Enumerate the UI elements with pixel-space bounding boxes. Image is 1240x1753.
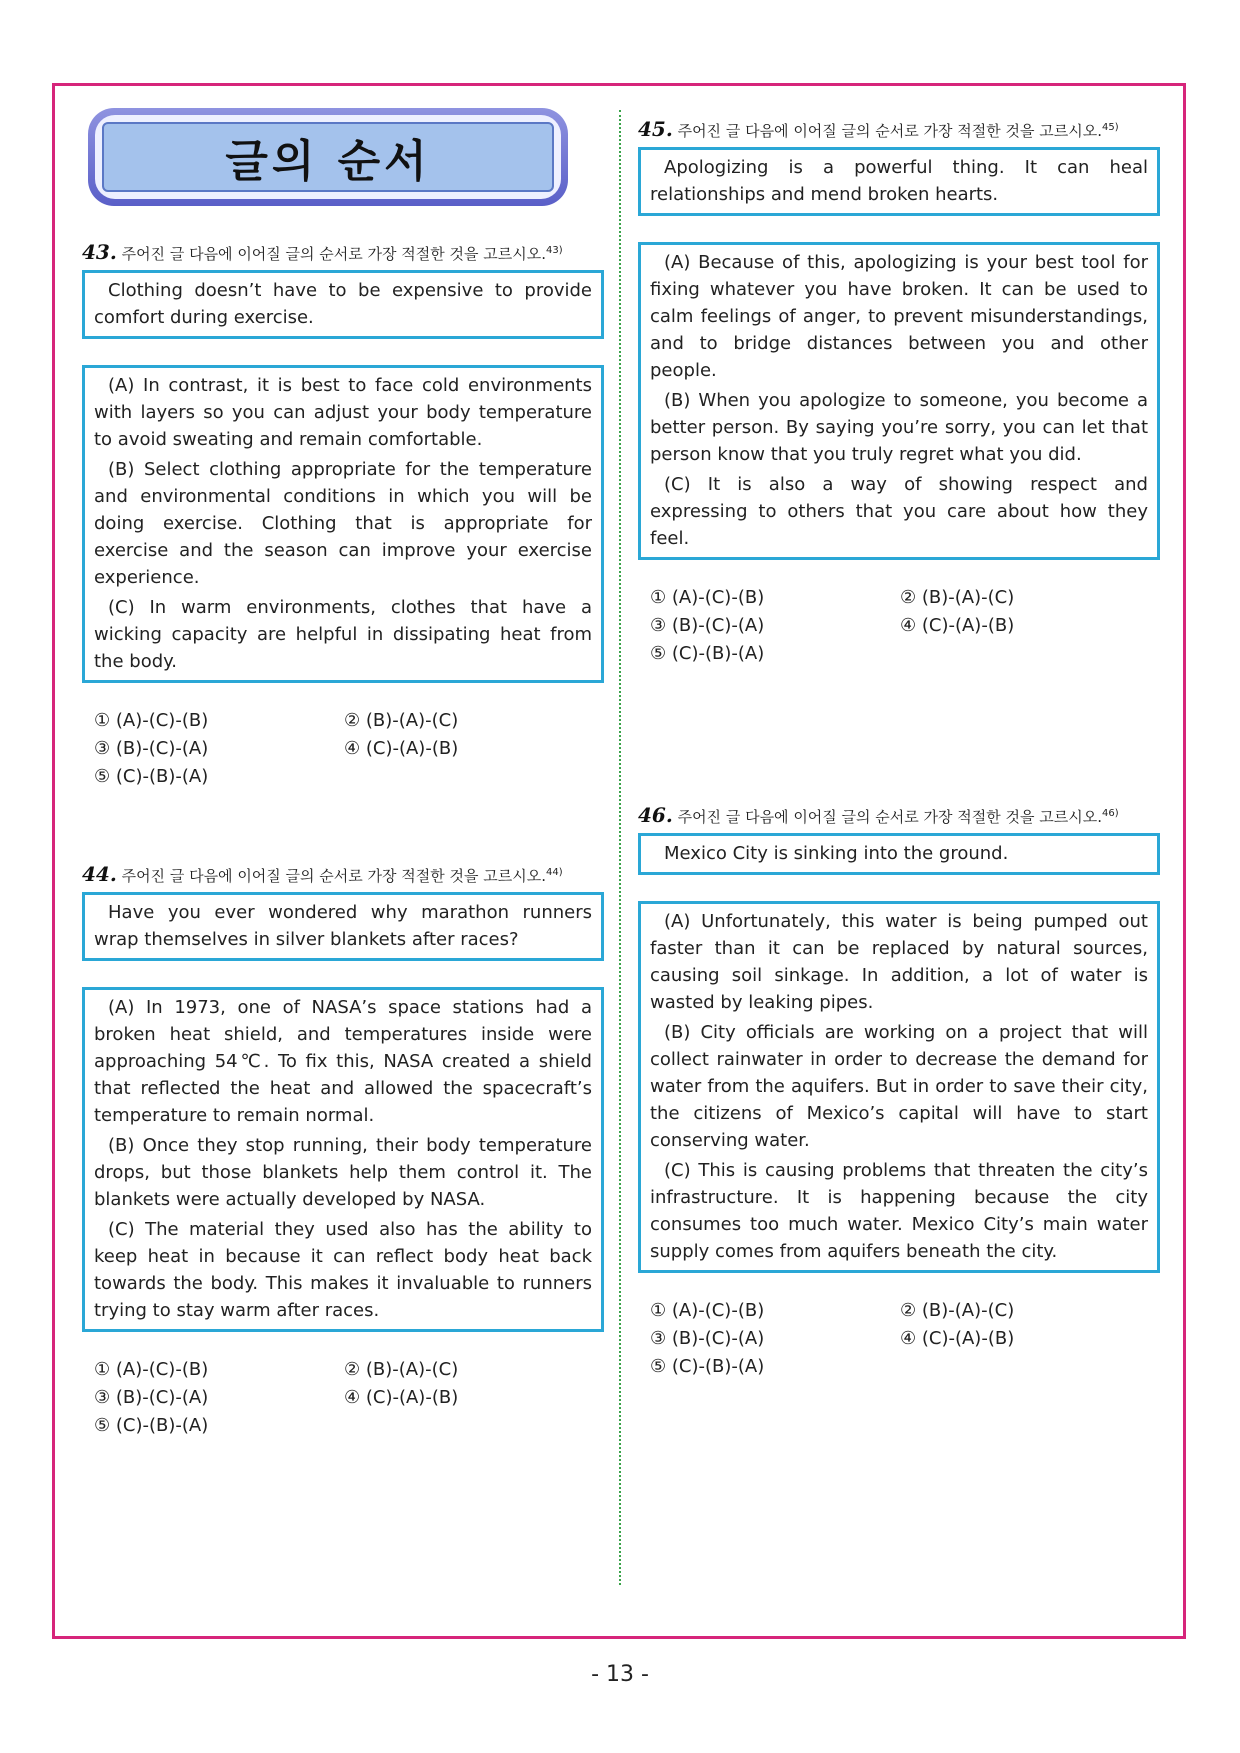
footnote-ref: 45): [1102, 122, 1119, 133]
question-header: [638, 117, 1160, 141]
option-4[interactable]: ④ (C)-(A)-(B): [900, 1328, 1015, 1349]
option-4[interactable]: ④ (C)-(A)-(B): [344, 1387, 459, 1408]
given-text: Have you ever wondered why marathon runners wrap themselves in silver blankets after races?: [94, 902, 592, 950]
answer-options: [638, 584, 1160, 668]
option-5[interactable]: ⑤ (C)-(B)-(A): [94, 1415, 209, 1436]
question-header: [638, 803, 1160, 827]
given-text: Mexico City is sinking into the ground.: [664, 843, 1009, 864]
option-1[interactable]: ① (A)-(C)-(B): [94, 710, 209, 731]
option-1[interactable]: ① (A)-(C)-(B): [650, 587, 765, 608]
given-text-box: [638, 147, 1160, 216]
option-2[interactable]: ② (B)-(A)-(C): [344, 710, 459, 731]
option-1[interactable]: ① (A)-(C)-(B): [650, 1300, 765, 1321]
paragraph-a: (A) Unfortunately, this water is being pumped out faster than it can be replaced by natural sources, causing soil sinkage. In addition, a lot of water is wasted by leaking pipes.: [650, 911, 1148, 1013]
section-title-banner: [88, 108, 568, 206]
passage-box: [638, 242, 1160, 560]
paragraph-b: (B) When you apologize to someone, you become a better person. By saying you’re sorry, you can let that person know that you truly regret what you did.: [650, 390, 1148, 465]
paragraph-c: (C) This is causing problems that threaten the city’s infrastructure. It is happening because the city consumes too much water. Mexico City’s main water supply comes from aquifers beneath the city.: [650, 1160, 1148, 1262]
answer-options: [82, 707, 604, 791]
paragraph-a: (A) In 1973, one of NASA’s space stations had a broken heat shield, and temperatures inside were approaching 54℃. To fix this, NASA created a shield that reflected the heat and allowed the spacecraft’s temperature to remain normal.: [94, 997, 592, 1126]
option-4[interactable]: ④ (C)-(A)-(B): [900, 615, 1015, 636]
option-4[interactable]: ④ (C)-(A)-(B): [344, 738, 459, 759]
footnote-ref: 43): [546, 245, 563, 256]
section-title: 글의 순서: [102, 122, 554, 192]
given-text: Clothing doesn’t have to be expensive to provide comfort during exercise.: [94, 280, 592, 328]
paragraph-b: (B) Once they stop running, their body temperature drops, but those blankets help them control it. The blankets were actually developed by NASA.: [94, 1135, 592, 1210]
question-45: [638, 117, 1160, 668]
option-3[interactable]: ③ (B)-(C)-(A): [650, 1328, 765, 1349]
given-text-box: [82, 270, 604, 339]
question-instruction: 주어진 글 다음에 이어질 글의 순서로 가장 적절한 것을 고르시오.: [677, 122, 1103, 140]
question-instruction: 주어진 글 다음에 이어질 글의 순서로 가장 적절한 것을 고르시오.: [121, 245, 547, 263]
passage-box: [82, 987, 604, 1332]
question-instruction: 주어진 글 다음에 이어질 글의 순서로 가장 적절한 것을 고르시오.: [677, 808, 1103, 826]
question-instruction: 주어진 글 다음에 이어질 글의 순서로 가장 적절한 것을 고르시오.: [121, 867, 547, 885]
paragraph-c: (C) In warm environments, clothes that have a wicking capacity are helpful in dissipating heat from the body.: [94, 597, 592, 672]
question-number: 45.: [638, 117, 673, 141]
given-text: Apologizing is a powerful thing. It can heal relationships and mend broken hearts.: [650, 157, 1148, 205]
answer-options: [82, 1356, 604, 1440]
question-header: [82, 862, 604, 886]
option-3[interactable]: ③ (B)-(C)-(A): [94, 1387, 209, 1408]
question-number: 43.: [82, 240, 117, 264]
paragraph-b: (B) City officials are working on a project that will collect rainwater in order to decrease the demand for water from the aquifers. But in order to save their city, the citizens of Mexico’s capital will have to start conserving water.: [650, 1022, 1148, 1151]
given-text-box: [82, 892, 604, 961]
paragraph-c: (C) It is also a way of showing respect and expressing to others that you care about how they feel.: [650, 474, 1148, 549]
paragraph-b: (B) Select clothing appropriate for the temperature and environmental conditions in which you will be doing exercise. Clothing that is appropriate for exercise and the season can improve your exercise experience.: [94, 459, 592, 588]
paragraph-a: (A) Because of this, apologizing is your best tool for fixing whatever you have broken. It can be used to calm feelings of anger, to prevent misunderstandings, and to bridge distances between you and other people.: [650, 252, 1148, 381]
question-number: 46.: [638, 803, 673, 827]
given-text-box: [638, 833, 1160, 875]
answer-options: [638, 1297, 1160, 1381]
question-header: [82, 240, 604, 264]
option-3[interactable]: ③ (B)-(C)-(A): [94, 738, 209, 759]
footnote-ref: 46): [1102, 808, 1119, 819]
option-2[interactable]: ② (B)-(A)-(C): [344, 1359, 459, 1380]
question-46: [638, 803, 1160, 1381]
passage-box: [638, 901, 1160, 1273]
option-2[interactable]: ② (B)-(A)-(C): [900, 587, 1015, 608]
column-divider: [619, 110, 621, 1585]
option-2[interactable]: ② (B)-(A)-(C): [900, 1300, 1015, 1321]
footnote-ref: 44): [546, 867, 563, 878]
option-5[interactable]: ⑤ (C)-(B)-(A): [650, 643, 765, 664]
question-number: 44.: [82, 862, 117, 886]
paragraph-c: (C) The material they used also has the ability to keep heat in because it can reflect body heat back towards the body. This makes it invaluable to runners trying to stay warm after races.: [94, 1219, 592, 1321]
option-5[interactable]: ⑤ (C)-(B)-(A): [650, 1356, 765, 1377]
question-44: [82, 862, 604, 1440]
page-number: - 13 -: [591, 1662, 649, 1687]
option-3[interactable]: ③ (B)-(C)-(A): [650, 615, 765, 636]
passage-box: [82, 365, 604, 683]
question-43: [82, 240, 604, 791]
option-5[interactable]: ⑤ (C)-(B)-(A): [94, 766, 209, 787]
paragraph-a: (A) In contrast, it is best to face cold environments with layers so you can adjust your body temperature to avoid sweating and remain comfortable.: [94, 375, 592, 450]
option-1[interactable]: ① (A)-(C)-(B): [94, 1359, 209, 1380]
